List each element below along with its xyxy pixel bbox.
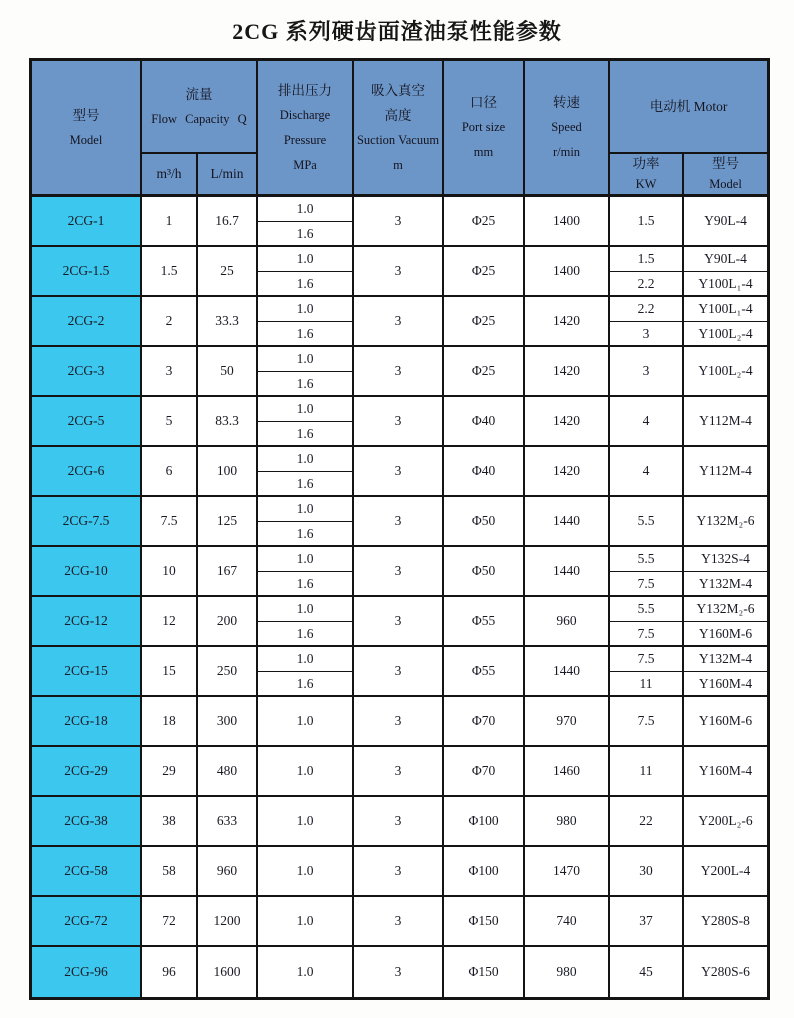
motor-kw-cell: 7.5 <box>610 572 684 597</box>
motor-kw-cell: 5.5 <box>610 547 684 572</box>
suction-cell: 3 <box>354 497 444 547</box>
speed-cell: 1440 <box>525 547 610 597</box>
motor-kw-cell: 7.5 <box>610 647 684 672</box>
flow-lmin-cell: 250 <box>198 647 258 697</box>
header-motor-title: 电动机 Motor <box>649 99 728 114</box>
flow-lmin-cell: 83.3 <box>198 397 258 447</box>
pressure-cell: 1.0 <box>258 697 354 747</box>
header-suction-unit: m <box>393 157 403 172</box>
speed-cell: 980 <box>525 797 610 847</box>
header-speed-en: Speed <box>551 120 582 134</box>
flow-lmin-cell: 1600 <box>198 947 258 997</box>
header-row-top <box>32 61 767 154</box>
pressure-cell: 1.0 <box>258 847 354 897</box>
motor-model-cell: Y200L-4 <box>684 847 767 897</box>
pressure-cell: 1.0 <box>258 297 354 322</box>
port-cell: Φ150 <box>444 947 525 997</box>
motor-kw-cell: 37 <box>610 897 684 947</box>
speed-cell: 1400 <box>525 197 610 247</box>
pressure-cell: 1.0 <box>258 947 354 997</box>
flow-m3h-cell: 12 <box>142 597 198 647</box>
header-model-zh: 型号 <box>72 107 100 123</box>
flow-lmin-cell: 1200 <box>198 897 258 947</box>
port-cell: Φ55 <box>444 647 525 697</box>
suction-cell: 3 <box>354 747 444 797</box>
speed-cell: 1420 <box>525 297 610 347</box>
flow-lmin-cell: 633 <box>198 797 258 847</box>
motor-kw-cell: 1.5 <box>610 197 684 247</box>
port-cell: Φ25 <box>444 247 525 297</box>
motor-model-cell: Y100L₁-4 <box>684 272 767 297</box>
header-flow-zh: 流量 <box>185 86 213 102</box>
header-speed <box>525 61 610 197</box>
table-row <box>32 447 767 472</box>
suction-cell: 3 <box>354 947 444 997</box>
table-row <box>32 697 767 747</box>
flow-m3h-cell: 7.5 <box>142 497 198 547</box>
motor-kw-cell: 30 <box>610 847 684 897</box>
model-cell: 2CG-29 <box>32 747 142 797</box>
header-motor-power <box>610 154 684 197</box>
motor-model-cell: Y112M-4 <box>684 397 767 447</box>
motor-model-cell: Y132M-4 <box>684 647 767 672</box>
port-cell: Φ50 <box>444 497 525 547</box>
table-row <box>32 647 767 672</box>
table-row <box>32 297 767 322</box>
pressure-cell: 1.0 <box>258 497 354 522</box>
motor-model-cell: Y100L₂-4 <box>684 347 767 397</box>
port-cell: Φ40 <box>444 397 525 447</box>
model-cell: 2CG-1.5 <box>32 247 142 297</box>
header-motor-model-en: Model <box>709 177 742 191</box>
suction-cell: 3 <box>354 247 444 297</box>
header-pressure-zh: 排出压力 <box>278 82 333 98</box>
model-cell: 2CG-7.5 <box>32 497 142 547</box>
table-row <box>32 847 767 897</box>
suction-cell: 3 <box>354 547 444 597</box>
speed-cell: 740 <box>525 897 610 947</box>
flow-lmin-cell: 200 <box>198 597 258 647</box>
suction-cell: 3 <box>354 897 444 947</box>
port-cell: Φ150 <box>444 897 525 947</box>
pressure-cell: 1.0 <box>258 597 354 622</box>
pressure-cell: 1.0 <box>258 197 354 222</box>
flow-m3h-cell: 96 <box>142 947 198 997</box>
motor-kw-cell: 7.5 <box>610 622 684 647</box>
motor-model-cell: Y132M₂-6 <box>684 597 767 622</box>
motor-model-cell: Y132M₂-6 <box>684 497 767 547</box>
flow-lmin-cell: 33.3 <box>198 297 258 347</box>
header-motor-power-zh: 功率 <box>632 156 660 171</box>
pressure-cell: 1.6 <box>258 522 354 547</box>
flow-lmin-cell: 16.7 <box>198 197 258 247</box>
port-cell: Φ100 <box>444 797 525 847</box>
table-row <box>32 397 767 422</box>
flow-lmin-cell: 480 <box>198 747 258 797</box>
pressure-cell: 1.6 <box>258 322 354 347</box>
pressure-cell: 1.0 <box>258 447 354 472</box>
flow-m3h-cell: 15 <box>142 647 198 697</box>
motor-model-cell: Y112M-4 <box>684 447 767 497</box>
flow-m3h-cell: 18 <box>142 697 198 747</box>
motor-kw-cell: 1.5 <box>610 247 684 272</box>
suction-cell: 3 <box>354 697 444 747</box>
table-header <box>32 61 767 197</box>
header-unit-m3h-label: m³/h <box>156 166 182 181</box>
motor-kw-cell: 3 <box>610 322 684 347</box>
pressure-cell: 1.6 <box>258 622 354 647</box>
model-cell: 2CG-15 <box>32 647 142 697</box>
header-pressure-en1: Discharge <box>279 107 331 122</box>
header-motor-power-en: KW <box>635 177 657 191</box>
motor-kw-cell: 4 <box>610 397 684 447</box>
motor-kw-cell: 2.2 <box>610 297 684 322</box>
flow-m3h-cell: 10 <box>142 547 198 597</box>
table-body <box>32 197 767 997</box>
pressure-cell: 1.0 <box>258 397 354 422</box>
table-row <box>32 197 767 222</box>
speed-cell: 1420 <box>525 347 610 397</box>
flow-m3h-cell: 58 <box>142 847 198 897</box>
pressure-cell: 1.6 <box>258 572 354 597</box>
suction-cell: 3 <box>354 197 444 247</box>
motor-kw-cell: 22 <box>610 797 684 847</box>
header-motor-model-zh: 型号 <box>712 156 740 171</box>
header-port-en: Port size <box>461 120 506 134</box>
page-title: 2CG 系列硬齿面渣油泵性能参数 <box>232 19 562 44</box>
motor-model-cell: Y160M-4 <box>684 672 767 697</box>
flow-m3h-cell: 38 <box>142 797 198 847</box>
header-suction-en: Suction Vacuum <box>356 132 440 147</box>
speed-cell: 970 <box>525 697 610 747</box>
pressure-cell: 1.0 <box>258 647 354 672</box>
motor-kw-cell: 11 <box>610 672 684 697</box>
header-motor-model <box>684 154 767 197</box>
model-cell: 2CG-6 <box>32 447 142 497</box>
pressure-cell: 1.6 <box>258 222 354 247</box>
motor-model-cell: Y132S-4 <box>684 547 767 572</box>
motor-kw-cell: 11 <box>610 747 684 797</box>
pressure-cell: 1.0 <box>258 797 354 847</box>
flow-lmin-cell: 25 <box>198 247 258 297</box>
header-pressure-unit: MPa <box>293 157 317 172</box>
motor-model-cell: Y100L₁-4 <box>684 297 767 322</box>
suction-cell: 3 <box>354 647 444 697</box>
table-row <box>32 747 767 797</box>
motor-model-cell: Y160M-4 <box>684 747 767 797</box>
flow-lmin-cell: 50 <box>198 347 258 397</box>
flow-m3h-cell: 72 <box>142 897 198 947</box>
header-motor <box>610 61 767 154</box>
header-model <box>32 61 142 197</box>
header-port-zh: 口径 <box>470 95 498 110</box>
model-cell: 2CG-3 <box>32 347 142 397</box>
speed-cell: 1440 <box>525 647 610 697</box>
suction-cell: 3 <box>354 297 444 347</box>
pressure-cell: 1.0 <box>258 247 354 272</box>
table-row <box>32 947 767 997</box>
motor-model-cell: Y132M-4 <box>684 572 767 597</box>
pressure-cell: 1.0 <box>258 547 354 572</box>
port-cell: Φ70 <box>444 697 525 747</box>
motor-model-cell: Y160M-6 <box>684 622 767 647</box>
model-cell: 2CG-96 <box>32 947 142 997</box>
flow-lmin-cell: 167 <box>198 547 258 597</box>
model-cell: 2CG-5 <box>32 397 142 447</box>
model-cell: 2CG-58 <box>32 847 142 897</box>
flow-m3h-cell: 5 <box>142 397 198 447</box>
speed-cell: 1420 <box>525 447 610 497</box>
model-cell: 2CG-38 <box>32 797 142 847</box>
motor-kw-cell: 45 <box>610 947 684 997</box>
motor-model-cell: Y90L-4 <box>684 247 767 272</box>
speed-cell: 1440 <box>525 497 610 547</box>
header-pressure <box>258 61 354 197</box>
pressure-cell: 1.6 <box>258 272 354 297</box>
motor-kw-cell: 2.2 <box>610 272 684 297</box>
motor-kw-cell: 3 <box>610 347 684 397</box>
speed-cell: 1460 <box>525 747 610 797</box>
flow-m3h-cell: 29 <box>142 747 198 797</box>
pressure-cell: 1.0 <box>258 747 354 797</box>
table-row <box>32 597 767 622</box>
speed-cell: 980 <box>525 947 610 997</box>
motor-model-cell: Y280S-8 <box>684 897 767 947</box>
pressure-cell: 1.0 <box>258 897 354 947</box>
motor-kw-cell: 5.5 <box>610 497 684 547</box>
model-cell: 2CG-1 <box>32 197 142 247</box>
header-model-en: Model <box>69 132 103 147</box>
speed-cell: 1400 <box>525 247 610 297</box>
suction-cell: 3 <box>354 447 444 497</box>
header-port-unit: mm <box>473 145 494 159</box>
table-row <box>32 347 767 372</box>
header-unit-lmin <box>198 154 258 197</box>
port-cell: Φ100 <box>444 847 525 897</box>
speed-cell: 960 <box>525 597 610 647</box>
spec-table <box>29 58 770 1000</box>
header-suction-zh1: 吸入真空 <box>371 82 426 98</box>
model-cell: 2CG-18 <box>32 697 142 747</box>
model-cell: 2CG-2 <box>32 297 142 347</box>
header-suction <box>354 61 444 197</box>
motor-model-cell: Y160M-6 <box>684 697 767 747</box>
flow-lmin-cell: 100 <box>198 447 258 497</box>
motor-kw-cell: 4 <box>610 447 684 497</box>
motor-kw-cell: 7.5 <box>610 697 684 747</box>
speed-cell: 1420 <box>525 397 610 447</box>
speed-cell: 1470 <box>525 847 610 897</box>
table-row <box>32 497 767 522</box>
header-flow-en: Flow Capacity Q <box>151 111 247 126</box>
suction-cell: 3 <box>354 797 444 847</box>
flow-m3h-cell: 3 <box>142 347 198 397</box>
motor-model-cell: Y90L-4 <box>684 197 767 247</box>
port-cell: Φ25 <box>444 197 525 247</box>
table-row <box>32 247 767 272</box>
model-cell: 2CG-72 <box>32 897 142 947</box>
header-flow <box>142 61 258 154</box>
flow-lmin-cell: 125 <box>198 497 258 547</box>
pressure-cell: 1.6 <box>258 372 354 397</box>
flow-m3h-cell: 2 <box>142 297 198 347</box>
header-pressure-en2: Pressure <box>283 132 327 147</box>
port-cell: Φ70 <box>444 747 525 797</box>
header-speed-unit: r/min <box>552 145 581 159</box>
flow-m3h-cell: 6 <box>142 447 198 497</box>
model-cell: 2CG-10 <box>32 547 142 597</box>
suction-cell: 3 <box>354 847 444 897</box>
pressure-cell: 1.6 <box>258 472 354 497</box>
header-unit-m3h <box>142 154 198 197</box>
suction-cell: 3 <box>354 597 444 647</box>
suction-cell: 3 <box>354 347 444 397</box>
flow-m3h-cell: 1.5 <box>142 247 198 297</box>
port-cell: Φ25 <box>444 347 525 397</box>
motor-model-cell: Y280S-6 <box>684 947 767 997</box>
port-cell: Φ25 <box>444 297 525 347</box>
port-cell: Φ50 <box>444 547 525 597</box>
motor-model-cell: Y200L₂-6 <box>684 797 767 847</box>
header-port <box>444 61 525 197</box>
pressure-cell: 1.6 <box>258 422 354 447</box>
motor-kw-cell: 5.5 <box>610 597 684 622</box>
flow-lmin-cell: 300 <box>198 697 258 747</box>
motor-model-cell: Y100L₂-4 <box>684 322 767 347</box>
flow-lmin-cell: 960 <box>198 847 258 897</box>
port-cell: Φ40 <box>444 447 525 497</box>
pressure-cell: 1.0 <box>258 347 354 372</box>
pressure-cell: 1.6 <box>258 672 354 697</box>
suction-cell: 3 <box>354 397 444 447</box>
header-unit-lmin-label: L/min <box>210 166 244 181</box>
table-row <box>32 897 767 947</box>
table-row <box>32 547 767 572</box>
port-cell: Φ55 <box>444 597 525 647</box>
header-speed-zh: 转速 <box>553 95 581 110</box>
flow-m3h-cell: 1 <box>142 197 198 247</box>
model-cell: 2CG-12 <box>32 597 142 647</box>
header-suction-zh2: 高度 <box>384 107 412 123</box>
table-row <box>32 797 767 847</box>
